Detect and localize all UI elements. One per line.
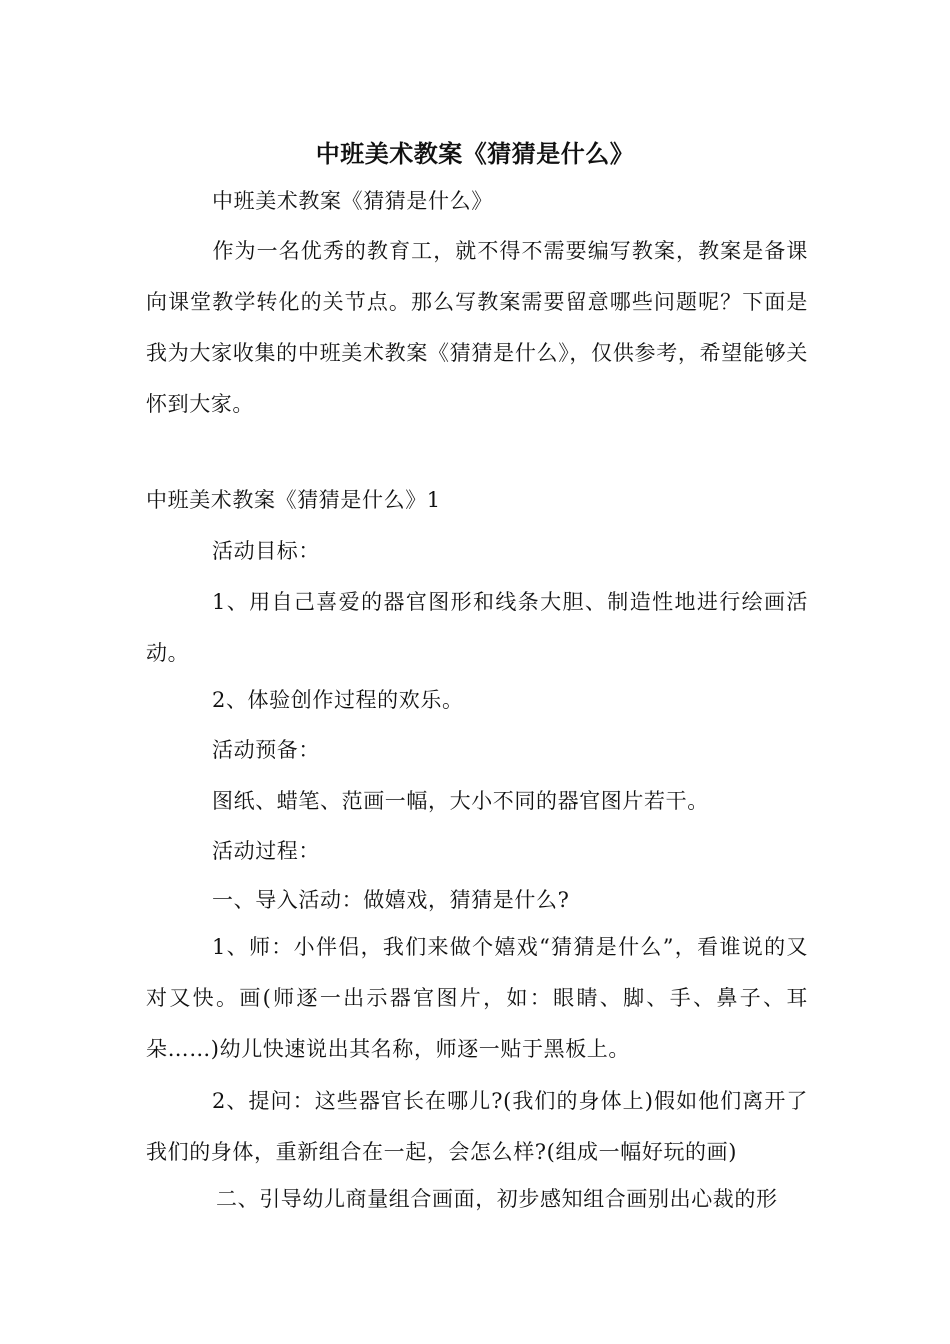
goal-1-paragraph (146, 577, 808, 679)
intro-text: 作为一名优秀的教育工，就不得不需要编写教案，教案是备课向课堂教学转化的关节点。那么写教案需要留意哪些问题呢？下面是我为大家收集的中班美术教案《猜猜是什么》，仅供参考，希望能够关怀到大家。 (146, 239, 808, 416)
goal-2: 2、体验创作过程的欢乐。 (212, 688, 464, 712)
step-1-heading: 一、导入活动：做嬉戏，猜猜是什么? (212, 888, 570, 912)
process-heading: 活动过程： (212, 839, 320, 863)
step-1-2-paragraph (146, 1076, 808, 1178)
goal-1-text: 1、用自己喜爱的器官图形和线条大胆、制造性地进行绘画活动。 (146, 590, 808, 665)
step-2-heading: 二、引导幼儿商量组合画面，初步感知组合画别出心裁的形 (216, 1187, 778, 1211)
step-1-1-text: 1、师：小伴侣，我们来做个嬉戏“猜猜是什么”，看谁说的又对又快。画(师逐一出示器官图片，如：眼睛、脚、手、鼻子、耳朵……)幼儿快速说出其名称，师逐一贴于黑板上。 (146, 935, 808, 1061)
document-subtitle: 中班美术教案《猜猜是什么》 (212, 189, 493, 213)
section-heading: 中班美术教案《猜猜是什么》1 (146, 488, 441, 512)
step-1-2-text: 2、提问：这些器官长在哪儿?(我们的身体上)假如他们离开了我们的身体，重新组合在一起，会怎么样?(组成一幅好玩的画) (146, 1089, 808, 1164)
prep-text: 图纸、蜡笔、范画一幅，大小不同的器官图片若干。 (212, 789, 709, 813)
step-1-1-paragraph (146, 922, 808, 1075)
document-title: 中班美术教案《猜猜是什么》 (315, 139, 635, 168)
goals-heading: 活动目标： (212, 539, 320, 563)
prep-heading: 活动预备： (212, 738, 320, 762)
intro-paragraph (146, 226, 808, 430)
